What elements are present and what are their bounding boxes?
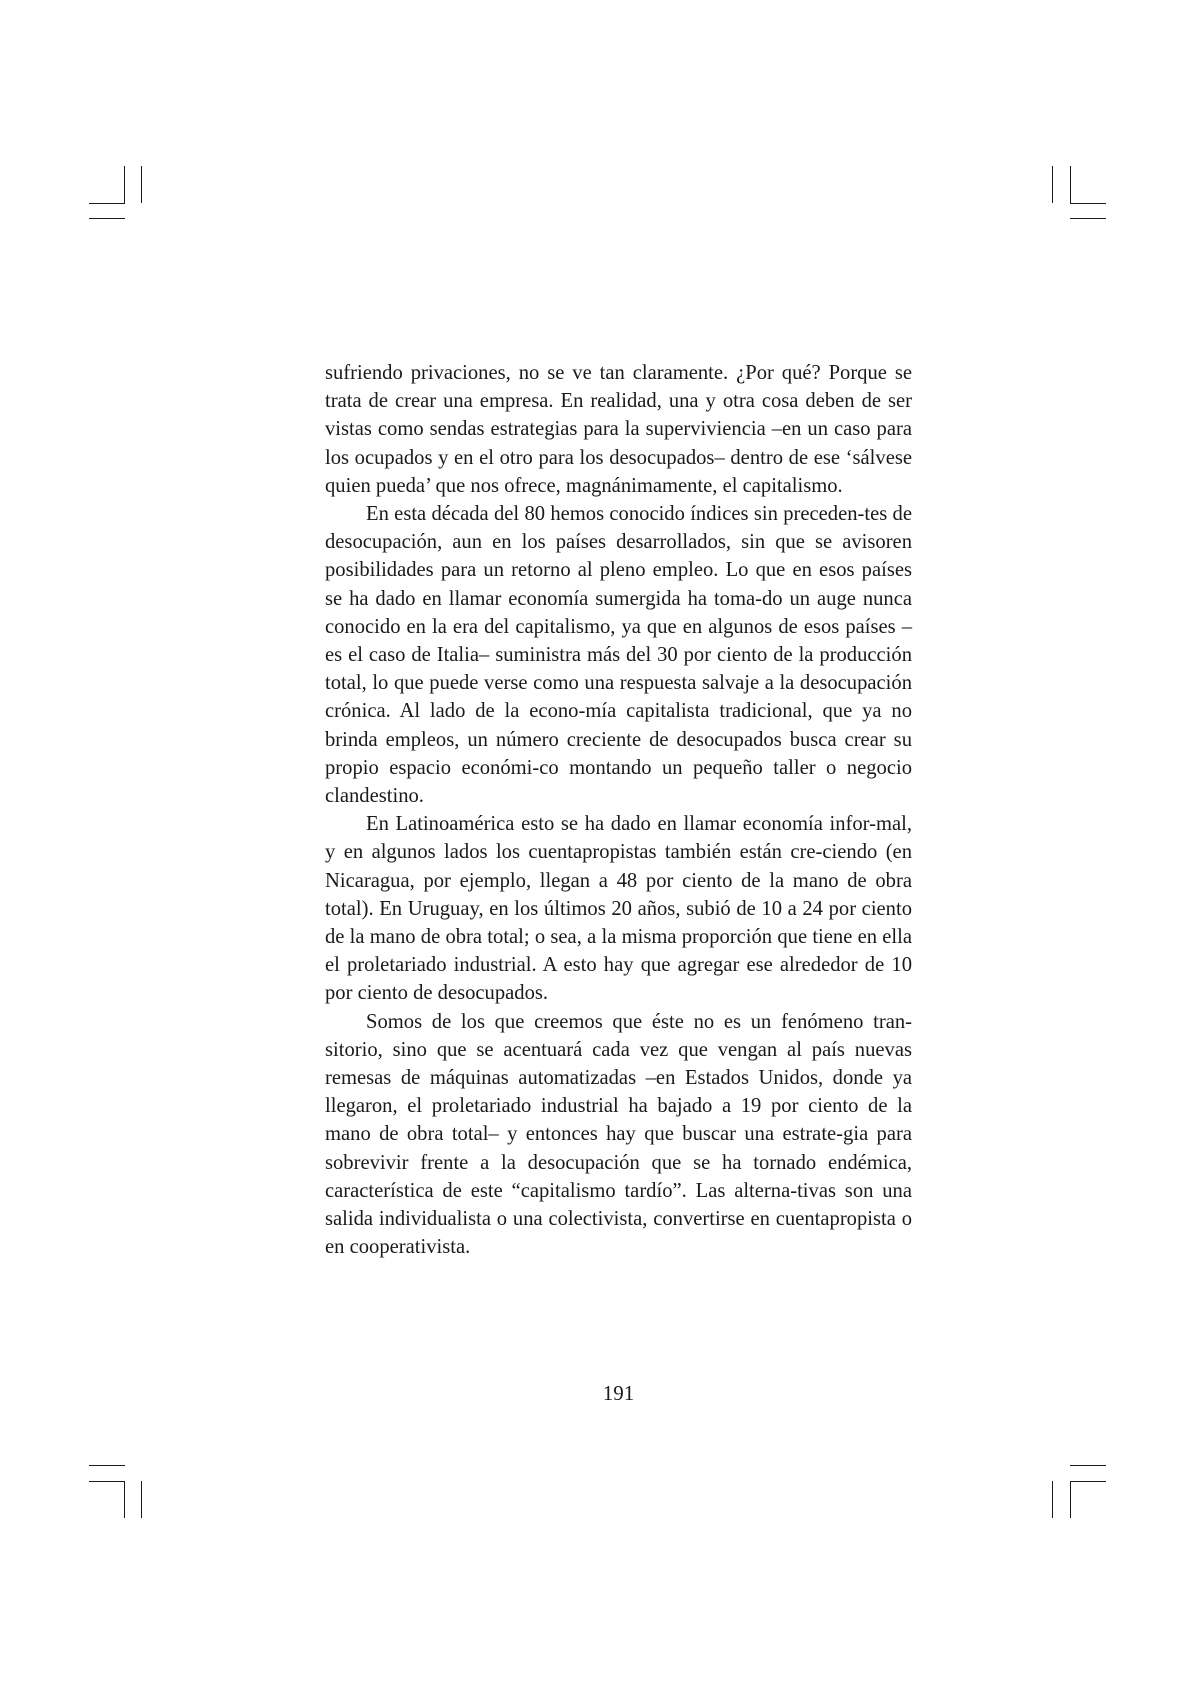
crop-mark-bottom-right-horizontal-outer <box>1070 1465 1106 1466</box>
crop-mark-bottom-right-horizontal <box>1070 1481 1106 1482</box>
crop-mark-bottom-right-vertical <box>1070 1481 1071 1518</box>
crop-mark-bottom-left-horizontal <box>89 1481 125 1482</box>
body-text <box>325 359 912 1262</box>
crop-mark-top-right-horizontal-outer <box>1070 218 1106 219</box>
crop-mark-top-left-vertical-outer <box>141 166 142 203</box>
text-line: por ciento de la producción total, lo que puede verse como una <box>325 644 912 695</box>
text-line: mano de obra total). En Uruguay, en los últimos 20 años, subió <box>325 869 912 920</box>
text-line: ya llegaron, el proletariado industrial ha bajado a 19 por ciento <box>325 1067 912 1118</box>
text-line: co montando un pequeño taller o negocio clandestino. <box>325 756 912 808</box>
crop-mark-top-left-horizontal <box>89 203 125 204</box>
crop-mark-top-right-horizontal <box>1070 203 1106 204</box>
text-line: de la mano de obra total– y entonces hay que buscar una estrate- <box>325 1095 912 1146</box>
text-line: do un auge nunca conocido en la era del capitalismo, ya que en <box>325 587 912 638</box>
text-line: capitalismo. <box>742 474 843 497</box>
crop-mark-bottom-left-vertical <box>124 1481 125 1518</box>
text-line: En esta década del 80 hemos conocido índices sin preceden- <box>366 503 865 526</box>
crop-mark-top-right-vertical <box>1070 166 1071 203</box>
crop-mark-top-left-horizontal-outer <box>89 218 125 219</box>
text-line: En Latinoamérica esto se ha dado en llamar economía infor- <box>366 813 876 836</box>
text-line: proporción que tiene en ella el proletariado industrial. A esto hay <box>325 926 912 977</box>
text-line: avisoren posibilidades para un retorno al pleno empleo. Lo que <box>325 531 912 582</box>
crop-mark-bottom-right-vertical-outer <box>1052 1481 1053 1518</box>
text-line: tes de desocupación, aun en los países desarrollados, sin que se <box>325 503 912 554</box>
crop-mark-bottom-left-horizontal-outer <box>89 1465 125 1466</box>
text-line: de 10 a 24 por ciento de la mano de obra total; o sea, a la misma <box>325 897 912 949</box>
text-line: endémica, característica de este “capitalismo tardío”. Las alterna- <box>325 1151 912 1202</box>
text-line: sitorio, sino que se acentuará cada vez que vengan al país nuevas <box>325 1038 912 1061</box>
text-line: gia para sobrevivir frente a la desocupación que se ha tornado <box>325 1123 912 1174</box>
crop-mark-bottom-left-vertical-outer <box>141 1481 142 1518</box>
crop-mark-top-right-vertical-outer <box>1052 166 1053 203</box>
text-line: tivas son una salida individualista o una colectivista, convertirse <box>325 1179 912 1231</box>
text-line: de ser vistas como sendas estrategias para la superviviencia –en un <box>325 390 912 441</box>
text-line: algunos de esos países –es el caso de Italia– suministra más del 30 <box>325 615 913 667</box>
text-line: sufriendo privaciones, no se ve tan claramente. ¿Por qué? Porque <box>325 362 895 384</box>
text-line: mal, y en algunos lados los cuentapropistas también están cre- <box>325 813 912 864</box>
crop-mark-top-left-vertical <box>124 166 125 203</box>
text-line: caso para los ocupados y en el otro para los desocupados– dentro <box>325 418 912 469</box>
text-line: remesas de máquinas automatizadas –en Estados Unidos, donde <box>325 1067 893 1090</box>
text-line: mía capitalista tradicional, que ya no brinda empleos, un número <box>325 700 912 751</box>
text-line: ciendo (en Nicaragua, por ejemplo, llegan a 48 por ciento de la <box>325 841 912 892</box>
page-number: 191 <box>602 1381 635 1405</box>
paragraph-1 <box>325 359 912 500</box>
text-line: se trata de crear una empresa. En realidad, una y otra cosa deben <box>325 362 912 413</box>
text-line: en esos países se ha dado en llamar economía sumergida ha toma- <box>325 559 912 610</box>
text-line: respuesta salvaje a la desocupación crónica. Al lado de la econo- <box>325 672 912 723</box>
text-line: creciente de desocupados busca crear su propio espacio económi- <box>325 728 912 779</box>
text-line: Somos de los que creemos que éste no es un fenómeno tran- <box>366 1010 912 1033</box>
text-line: en cuentapropista o en cooperativista. <box>325 1208 912 1259</box>
paragraph-2 <box>325 500 912 810</box>
paragraph-3 <box>325 810 912 1007</box>
paragraph-4 <box>325 1008 912 1262</box>
text-line: que agregar ese alrededor de 10 por ciento de desocupados. <box>325 954 912 1005</box>
text-line: de ese ‘sálvese quien pueda’ que nos ofrece, magnánimamente, el <box>325 446 912 497</box>
